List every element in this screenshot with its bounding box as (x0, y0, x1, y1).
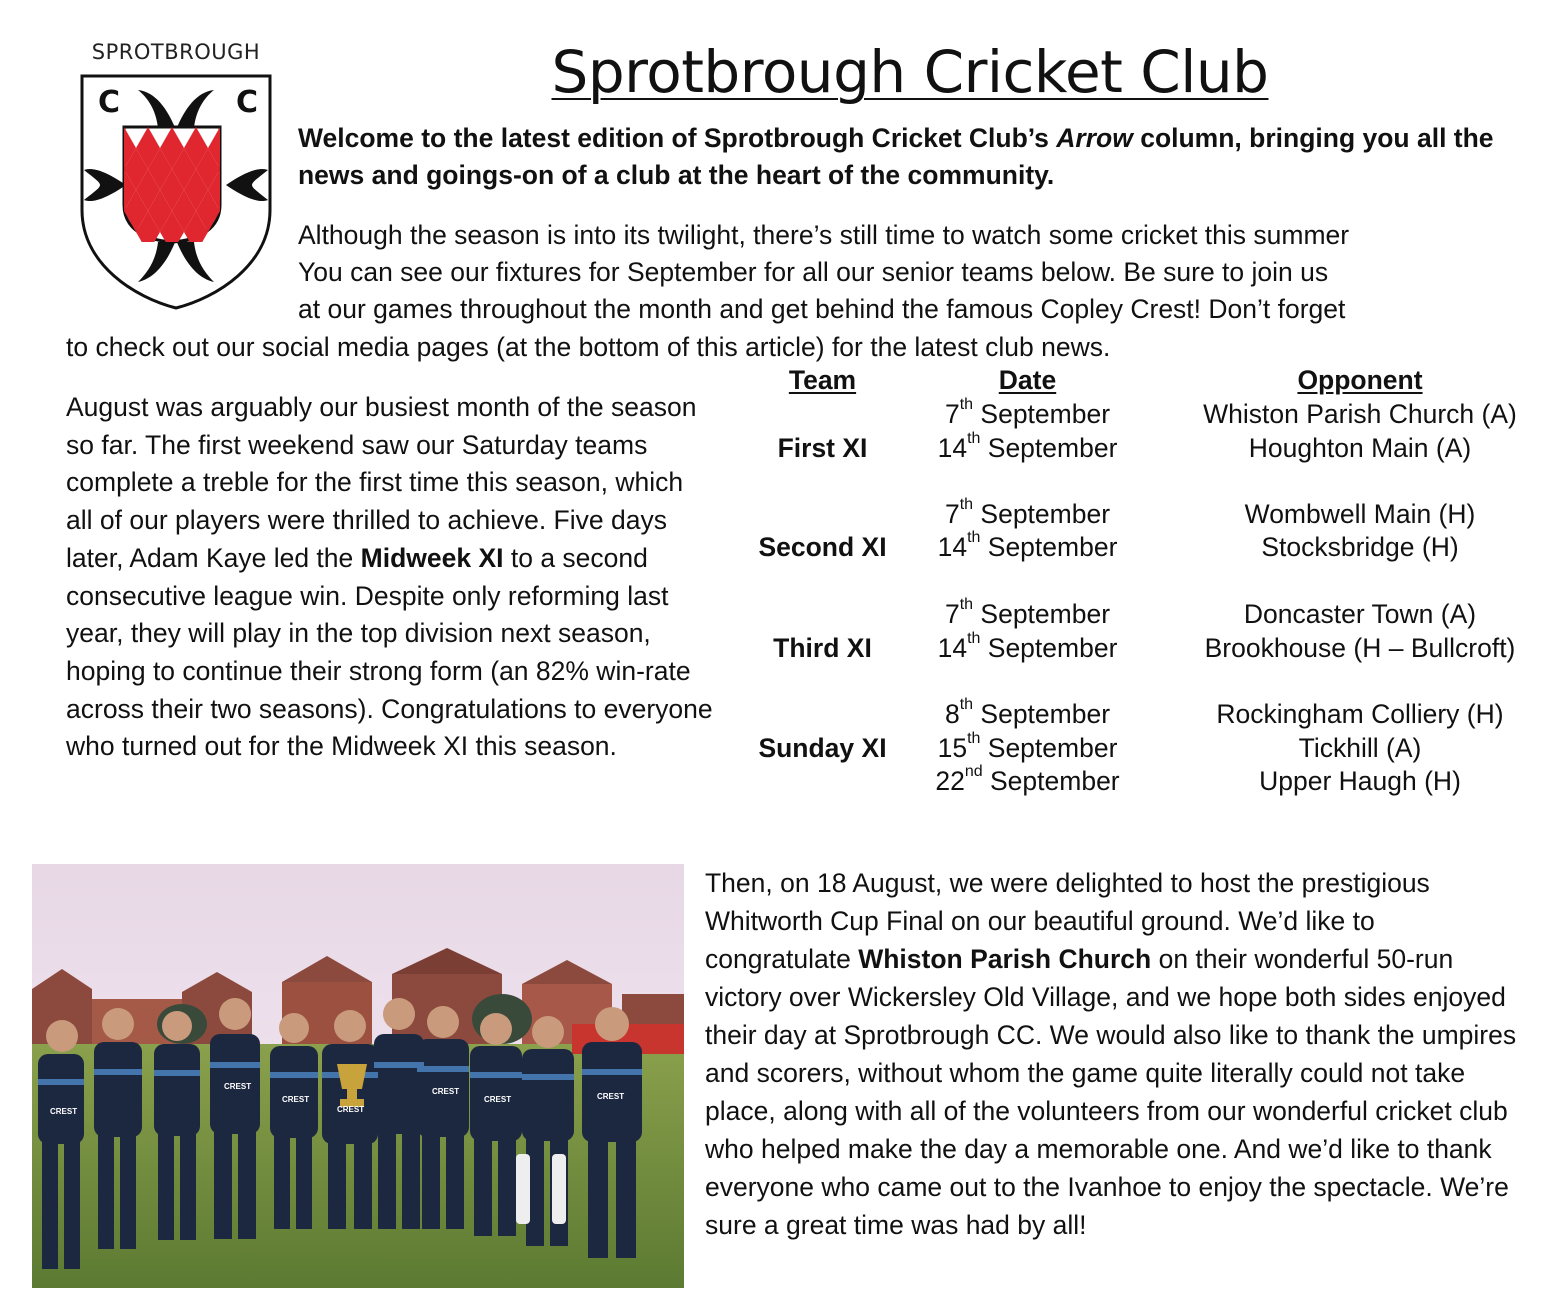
fixture-opponent: Doncaster Town (A) (1243, 599, 1477, 629)
fixtures-table (735, 365, 1555, 805)
fixture-date: 7th September (944, 596, 1111, 629)
crest-letter-left: C (98, 85, 121, 120)
intro-italic: Arrow (1056, 123, 1133, 153)
whitworth-text-1: Then, on 18 August, we were delighted to host the prestigious Whitworth Cup Final on our beautiful ground. We’d like to congratulate (705, 868, 1430, 974)
jersey-text: CREST (224, 1082, 252, 1091)
crest-letter-right: C (236, 85, 259, 120)
midweek-xi-bold: Midweek XI (360, 542, 504, 573)
para1-line-1: Although the season is into its twilight, there’s still time to watch some cricket this summer (298, 220, 1350, 250)
whitworth-paragraph (705, 864, 1525, 1244)
jersey-text: CREST (432, 1087, 460, 1096)
team-first-xi: First XI (777, 433, 868, 463)
team-photo (32, 864, 684, 1288)
para1-line-4: to check out our social media pages (at the bottom of this article) for the latest club news. (66, 332, 1111, 362)
whiston-bold: Whiston Parish Church (858, 944, 1152, 974)
intro-paragraph (298, 120, 1498, 194)
jersey-text: CREST (337, 1105, 365, 1114)
fixture-opponent: Brookhouse (H – Bullcroft) (1204, 633, 1516, 663)
fixture-date: 14th September (937, 630, 1118, 663)
fixture-date: 14th September (937, 430, 1118, 463)
fixture-opponent: Stocksbridge (H) (1261, 532, 1459, 562)
para1-line-2: You can see our fixtures for September for all our senior teams below. Be sure to join us (298, 257, 1329, 287)
fixture-date: 7th September (944, 496, 1111, 529)
fixture-date: 8th September (944, 696, 1111, 729)
intro-text-1: Welcome to the latest edition of Sprotbrough Cricket Club’s (298, 123, 1057, 153)
trophy-icon (337, 1064, 367, 1107)
team-sunday-xi: Sunday XI (758, 733, 887, 763)
club-crest (76, 40, 276, 310)
fixture-opponent: Rockingham Colliery (H) (1216, 699, 1504, 729)
august-text-1: August was arguably our busiest month of the season so far. The first weekend saw our Saturday teams complete a treble for the first time this season, which all of our players were thrilled to achieve. Five days later, Adam Kaye led the (66, 392, 697, 573)
august-paragraph (66, 389, 716, 766)
intro-text-2: column, bringing you all the news and goings-on of a club at the heart of the community. (298, 123, 1494, 190)
august-text-2: to a second consecutive league win. Despite only reforming last year, they will play in the top division next season, hoping to continue their strong form (an 82% win-rate across their two seasons). Congratulations to everyone who turned out for the Midweek XI this season. (66, 542, 713, 762)
jersey-text: CREST (597, 1092, 625, 1101)
team-second-xi: Second XI (758, 532, 887, 562)
jersey-text: CREST (484, 1095, 512, 1104)
fixture-opponent: Wombwell Main (H) (1244, 499, 1476, 529)
shield-icon (76, 70, 276, 310)
jersey-text: CREST (282, 1095, 310, 1104)
fixture-opponent: Tickhill (A) (1298, 733, 1422, 763)
fixture-date: 22nd September (935, 763, 1120, 796)
header-opponent: Opponent (1297, 365, 1423, 395)
fixture-date: 7th September (944, 396, 1111, 429)
fixture-opponent: Whiston Parish Church (A) (1203, 399, 1517, 429)
para1-line-3: at our games throughout the month and get behind the famous Copley Crest! Don’t forget (298, 294, 1346, 324)
jersey-text: CREST (50, 1107, 78, 1116)
whitworth-text-2: on their wonderful 50-run victory over Wickersley Old Village, and we hope both sides enjoyed their day at Sprotbrough CC. We would also like to thank the umpires and scorers, without whom the game quite literally could not take place, along with all of the volunteers from our wonderful cricket club who helped make the day a memorable one. And we’d like to thank everyone who came out to the Ivanhoe to enjoy the spectacle. We’re sure a great time was had by all! (705, 944, 1517, 1240)
fixture-opponent: Upper Haugh (H) (1259, 766, 1461, 796)
crest-wordmark: SPROTBROUGH (91, 40, 261, 64)
page-title: Sprotbrough Cricket Club (551, 38, 1269, 106)
header-date: Date (998, 365, 1057, 395)
header-team: Team (788, 365, 857, 395)
fixture-date: 15th September (937, 730, 1118, 763)
team-third-xi: Third XI (773, 633, 872, 663)
fixture-date: 14th September (937, 529, 1118, 562)
fixture-opponent: Houghton Main (A) (1248, 433, 1472, 463)
